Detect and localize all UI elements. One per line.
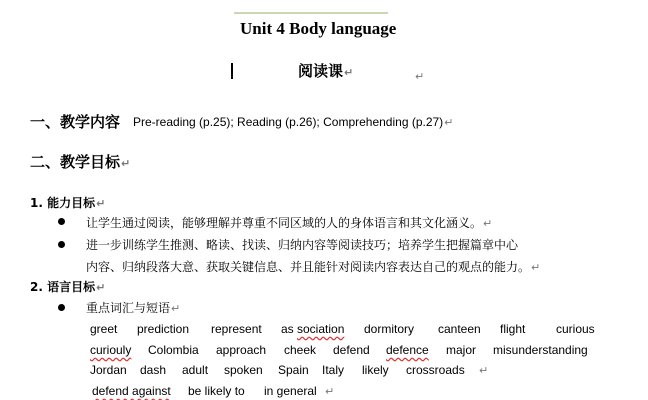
vocab-word: defence xyxy=(386,343,429,357)
section1-pages xyxy=(133,115,453,129)
vocab-word: sociation xyxy=(297,322,345,336)
vocab-word: Italy xyxy=(322,363,345,377)
paragraph-mark: ↵ xyxy=(171,302,181,315)
vocab-word: approach xyxy=(216,343,267,357)
section2-heading xyxy=(30,151,130,172)
vocab-word: defend xyxy=(333,343,370,357)
vocab-word: adult xyxy=(182,363,209,377)
vocab-word: spoken xyxy=(224,363,263,377)
vocab-word: curious xyxy=(556,322,595,336)
vocab-word: represent xyxy=(211,322,262,336)
vocab-phrase: be likely to xyxy=(188,384,245,398)
vocab-word: misunderstanding xyxy=(493,343,588,357)
paragraph-mark: ↵ xyxy=(96,197,106,210)
bullet-icon xyxy=(58,241,65,248)
vocab-word: as xyxy=(281,322,294,336)
ability-bullet-2: 进一步训练学生推测、略读、找读、归纳内容等阅读技巧；培养学生把握篇章中心 xyxy=(86,238,519,252)
vocab-word: curiouly xyxy=(90,343,132,357)
subtitle-text: 阅读课 xyxy=(298,62,344,80)
vocab-word: Spain xyxy=(278,363,309,377)
document-subtitle xyxy=(298,60,353,81)
paragraph-mark: ↵ xyxy=(479,364,489,377)
vocab-word: canteen xyxy=(438,322,481,336)
ability-bullet-1 xyxy=(86,214,492,231)
vocab-word: Colombia xyxy=(148,343,199,357)
bullet-text: 重点词汇与短语 xyxy=(86,301,171,315)
ability-heading-text: 1. 能力目标 xyxy=(30,196,96,210)
pages-text: Pre-reading (p.25); Reading (p.26); Comprehending (p.27) xyxy=(133,115,444,129)
vocab-word: likely xyxy=(362,363,389,377)
bullet-icon xyxy=(58,304,65,311)
text-cursor xyxy=(231,63,233,79)
vocab-word: prediction xyxy=(137,322,190,336)
paragraph-mark: ↵ xyxy=(325,385,335,398)
ability-goal-heading xyxy=(30,194,105,211)
paragraph-mark: ↵ xyxy=(415,70,425,83)
section2-heading-text: 二、教学目标 xyxy=(30,153,121,171)
ability-bullet-2-cont xyxy=(86,258,540,275)
language-goal-heading xyxy=(30,278,105,295)
paragraph-mark: ↵ xyxy=(96,281,106,294)
vocab-phrase: in general xyxy=(264,384,317,398)
paragraph-mark: ↵ xyxy=(444,116,454,129)
vocab-word: greet xyxy=(90,322,118,336)
language-heading-text: 2. 语言目标 xyxy=(30,280,96,294)
section1-heading: 一、教学内容 xyxy=(30,113,121,131)
vocab-word: major xyxy=(446,343,477,357)
paragraph-mark: ↵ xyxy=(531,261,541,274)
paragraph-mark: ↵ xyxy=(483,217,493,230)
bullet-text: 内容、归纳段落大意、获取关键信息、并且能针对阅读内容表达自己的观点的能力。 xyxy=(86,260,531,274)
paragraph-mark: ↵ xyxy=(344,66,354,79)
bullet-icon xyxy=(58,218,65,225)
vocab-phrase: defend against xyxy=(92,384,171,398)
vocab-word: cheek xyxy=(284,343,317,357)
vocab-word: flight xyxy=(500,322,526,336)
bullet-text: 让学生通过阅读，能够理解并尊重不同区域的人的身体语言和其文化涵义。 xyxy=(86,216,483,230)
vocab-word: Jordan xyxy=(90,363,127,377)
title-rule xyxy=(234,12,388,14)
vocab-word: dash xyxy=(140,363,167,377)
paragraph-mark: ↵ xyxy=(121,157,131,170)
language-bullet xyxy=(86,299,180,316)
vocab-word: crossroads xyxy=(406,363,465,377)
document-title: Unit 4 Body language xyxy=(240,19,397,38)
vocab-word: dormitory xyxy=(364,322,415,336)
